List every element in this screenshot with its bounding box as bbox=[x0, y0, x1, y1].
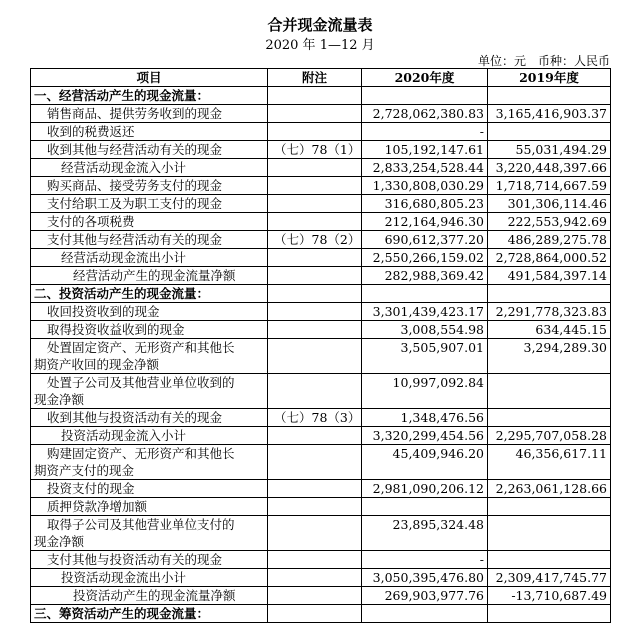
row-value-2019 bbox=[488, 498, 611, 516]
row-note bbox=[268, 285, 362, 303]
row-item-label: 三、筹资活动产生的现金流量： bbox=[31, 605, 268, 623]
row-item-label-line1: 购建固定资产、无形资产和其他长 bbox=[47, 446, 235, 461]
row-value-2020: 2,833,254,528.44 bbox=[362, 159, 488, 177]
row-item-label: 投资活动产生的现金流量净额 bbox=[31, 587, 268, 605]
row-value-2020 bbox=[362, 87, 488, 105]
row-value-2019 bbox=[488, 516, 611, 551]
row-value-2019: 2,309,417,745.77 bbox=[488, 569, 611, 587]
row-value-2020: 316,680,805.23 bbox=[362, 195, 488, 213]
row-value-2020: - bbox=[362, 123, 488, 141]
row-value-2019: 46,356,617.11 bbox=[488, 445, 611, 480]
row-item-label: 经营活动现金流入小计 bbox=[31, 159, 268, 177]
row-value-2019: 222,553,942.69 bbox=[488, 213, 611, 231]
row-value-2020: 3,050,395,476.80 bbox=[362, 569, 488, 587]
cash-flow-table-body bbox=[31, 87, 611, 623]
row-value-2019: 301,306,114.46 bbox=[488, 195, 611, 213]
table-row bbox=[31, 177, 611, 195]
row-value-2020: 3,301,439,423.17 bbox=[362, 303, 488, 321]
table-row bbox=[31, 551, 611, 569]
section-header-row bbox=[31, 605, 611, 623]
table-row bbox=[31, 249, 611, 267]
table-row bbox=[31, 409, 611, 427]
row-value-2020: 45,409,946.20 bbox=[362, 445, 488, 480]
row-item-label-line2: 现金净额 bbox=[34, 534, 85, 549]
row-note bbox=[268, 321, 362, 339]
row-value-2019: 491,584,397.14 bbox=[488, 267, 611, 285]
row-note bbox=[268, 105, 362, 123]
row-note bbox=[268, 87, 362, 105]
row-item-label bbox=[31, 339, 268, 374]
column-header-2020: 2020年度 bbox=[362, 69, 488, 87]
row-value-2019 bbox=[488, 123, 611, 141]
row-value-2020: 105,192,147.61 bbox=[362, 141, 488, 159]
row-item-label: 投资活动现金流出小计 bbox=[31, 569, 268, 587]
row-value-2020 bbox=[362, 498, 488, 516]
row-item-label: 经营活动产生的现金流量净额 bbox=[31, 267, 268, 285]
row-value-2020: 2,728,062,380.83 bbox=[362, 105, 488, 123]
row-item-label-line1: 处置固定资产、无形资产和其他长 bbox=[47, 340, 235, 355]
row-item-label: 投资活动现金流入小计 bbox=[31, 427, 268, 445]
row-item-label: 收回投资收到的现金 bbox=[31, 303, 268, 321]
row-value-2020: 1,330,808,030.29 bbox=[362, 177, 488, 195]
row-note bbox=[268, 177, 362, 195]
row-note bbox=[268, 303, 362, 321]
row-value-2019 bbox=[488, 87, 611, 105]
row-value-2019: 3,220,448,397.66 bbox=[488, 159, 611, 177]
row-note: （七）78（3） bbox=[268, 409, 362, 427]
row-value-2019: 2,295,707,058.28 bbox=[488, 427, 611, 445]
row-value-2019: 3,294,289.30 bbox=[488, 339, 611, 374]
row-note bbox=[268, 427, 362, 445]
row-note bbox=[268, 267, 362, 285]
row-note bbox=[268, 195, 362, 213]
row-note bbox=[268, 249, 362, 267]
table-row bbox=[31, 141, 611, 159]
row-note bbox=[268, 605, 362, 623]
row-item-label: 投资支付的现金 bbox=[31, 480, 268, 498]
table-row bbox=[31, 105, 611, 123]
row-item-label: 质押贷款净增加额 bbox=[31, 498, 268, 516]
table-row bbox=[31, 213, 611, 231]
row-item-label-line1: 取得子公司及其他营业单位支付的 bbox=[47, 517, 235, 532]
row-item-label-line2: 期资产支付的现金 bbox=[34, 463, 135, 478]
row-value-2020 bbox=[362, 285, 488, 303]
row-note: （七）78（2） bbox=[268, 231, 362, 249]
row-value-2019 bbox=[488, 409, 611, 427]
row-note bbox=[268, 445, 362, 480]
row-value-2020: 1,348,476.56 bbox=[362, 409, 488, 427]
row-value-2020 bbox=[362, 605, 488, 623]
row-note bbox=[268, 159, 362, 177]
row-item-label: 购买商品、接受劳务支付的现金 bbox=[31, 177, 268, 195]
row-value-2019: 55,031,494.29 bbox=[488, 141, 611, 159]
table-row bbox=[31, 516, 611, 551]
row-note bbox=[268, 551, 362, 569]
table-row bbox=[31, 123, 611, 141]
table-row bbox=[31, 587, 611, 605]
currency-unit-label: 单位：元 币种：人民币 bbox=[477, 54, 610, 68]
table-row bbox=[31, 303, 611, 321]
row-item-label: 一、经营活动产生的现金流量： bbox=[31, 87, 268, 105]
row-note bbox=[268, 516, 362, 551]
table-row bbox=[31, 195, 611, 213]
column-header-2019: 2019年度 bbox=[488, 69, 611, 87]
row-value-2020: 3,505,907.01 bbox=[362, 339, 488, 374]
row-value-2020: 282,988,369.42 bbox=[362, 267, 488, 285]
row-item-label: 收到其他与投资活动有关的现金 bbox=[31, 409, 268, 427]
row-value-2020: 690,612,377.20 bbox=[362, 231, 488, 249]
row-item-label: 销售商品、提供劳务收到的现金 bbox=[31, 105, 268, 123]
row-item-label: 取得投资收益收到的现金 bbox=[31, 321, 268, 339]
row-item-label-line2: 现金净额 bbox=[34, 392, 85, 407]
row-note: （七）78（1） bbox=[268, 141, 362, 159]
row-item-label: 支付其他与投资活动有关的现金 bbox=[31, 551, 268, 569]
row-value-2019: 2,728,864,000.52 bbox=[488, 249, 611, 267]
row-note bbox=[268, 480, 362, 498]
row-note bbox=[268, 213, 362, 231]
row-item-label: 支付给职工及为职工支付的现金 bbox=[31, 195, 268, 213]
row-item-label bbox=[31, 445, 268, 480]
row-item-label bbox=[31, 374, 268, 409]
row-value-2019: 2,263,061,128.66 bbox=[488, 480, 611, 498]
table-row bbox=[31, 374, 611, 409]
row-item-label bbox=[31, 516, 268, 551]
table-row bbox=[31, 339, 611, 374]
row-note bbox=[268, 374, 362, 409]
row-value-2019: 486,289,275.78 bbox=[488, 231, 611, 249]
table-row bbox=[31, 480, 611, 498]
cash-flow-table bbox=[30, 68, 611, 623]
table-row bbox=[31, 498, 611, 516]
section-header-row bbox=[31, 87, 611, 105]
row-value-2019 bbox=[488, 285, 611, 303]
table-row bbox=[31, 159, 611, 177]
row-value-2019 bbox=[488, 605, 611, 623]
row-value-2020: 212,164,946.30 bbox=[362, 213, 488, 231]
row-note bbox=[268, 123, 362, 141]
row-note bbox=[268, 498, 362, 516]
column-header-item: 项目 bbox=[31, 69, 268, 87]
row-item-label-line1: 处置子公司及其他营业单位收到的 bbox=[47, 375, 235, 390]
row-value-2019 bbox=[488, 374, 611, 409]
row-value-2019: 3,165,416,903.37 bbox=[488, 105, 611, 123]
row-value-2020: 2,981,090,206.12 bbox=[362, 480, 488, 498]
row-value-2019 bbox=[488, 551, 611, 569]
row-value-2019: 1,718,714,667.59 bbox=[488, 177, 611, 195]
row-value-2020: 23,895,324.48 bbox=[362, 516, 488, 551]
row-value-2020: 3,320,299,454.56 bbox=[362, 427, 488, 445]
row-value-2020: 2,550,266,159.02 bbox=[362, 249, 488, 267]
table-row bbox=[31, 267, 611, 285]
row-note bbox=[268, 587, 362, 605]
row-value-2020: - bbox=[362, 551, 488, 569]
row-note bbox=[268, 339, 362, 374]
column-header-note: 附注 bbox=[268, 69, 362, 87]
table-row bbox=[31, 231, 611, 249]
row-value-2020: 10,997,092.84 bbox=[362, 374, 488, 409]
row-item-label: 支付其他与经营活动有关的现金 bbox=[31, 231, 268, 249]
statement-title: 合并现金流量表 bbox=[267, 16, 373, 34]
statement-period: 2020 年 1—12 月 bbox=[265, 38, 375, 53]
row-item-label: 收到其他与经营活动有关的现金 bbox=[31, 141, 268, 159]
row-note bbox=[268, 569, 362, 587]
table-row bbox=[31, 321, 611, 339]
row-item-label: 经营活动现金流出小计 bbox=[31, 249, 268, 267]
table-row bbox=[31, 569, 611, 587]
row-item-label-line2: 期资产收回的现金净额 bbox=[34, 357, 160, 372]
row-item-label: 支付的各项税费 bbox=[31, 213, 268, 231]
table-header-row bbox=[31, 69, 611, 87]
row-item-label: 收到的税费返还 bbox=[31, 123, 268, 141]
table-row bbox=[31, 427, 611, 445]
row-item-label: 二、投资活动产生的现金流量： bbox=[31, 285, 268, 303]
row-value-2019: 2,291,778,323.83 bbox=[488, 303, 611, 321]
row-value-2020: 269,903,977.76 bbox=[362, 587, 488, 605]
table-row bbox=[31, 445, 611, 480]
section-header-row bbox=[31, 285, 611, 303]
row-value-2019: -13,710,687.49 bbox=[488, 587, 611, 605]
row-value-2020: 3,008,554.98 bbox=[362, 321, 488, 339]
row-value-2019: 634,445.15 bbox=[488, 321, 611, 339]
